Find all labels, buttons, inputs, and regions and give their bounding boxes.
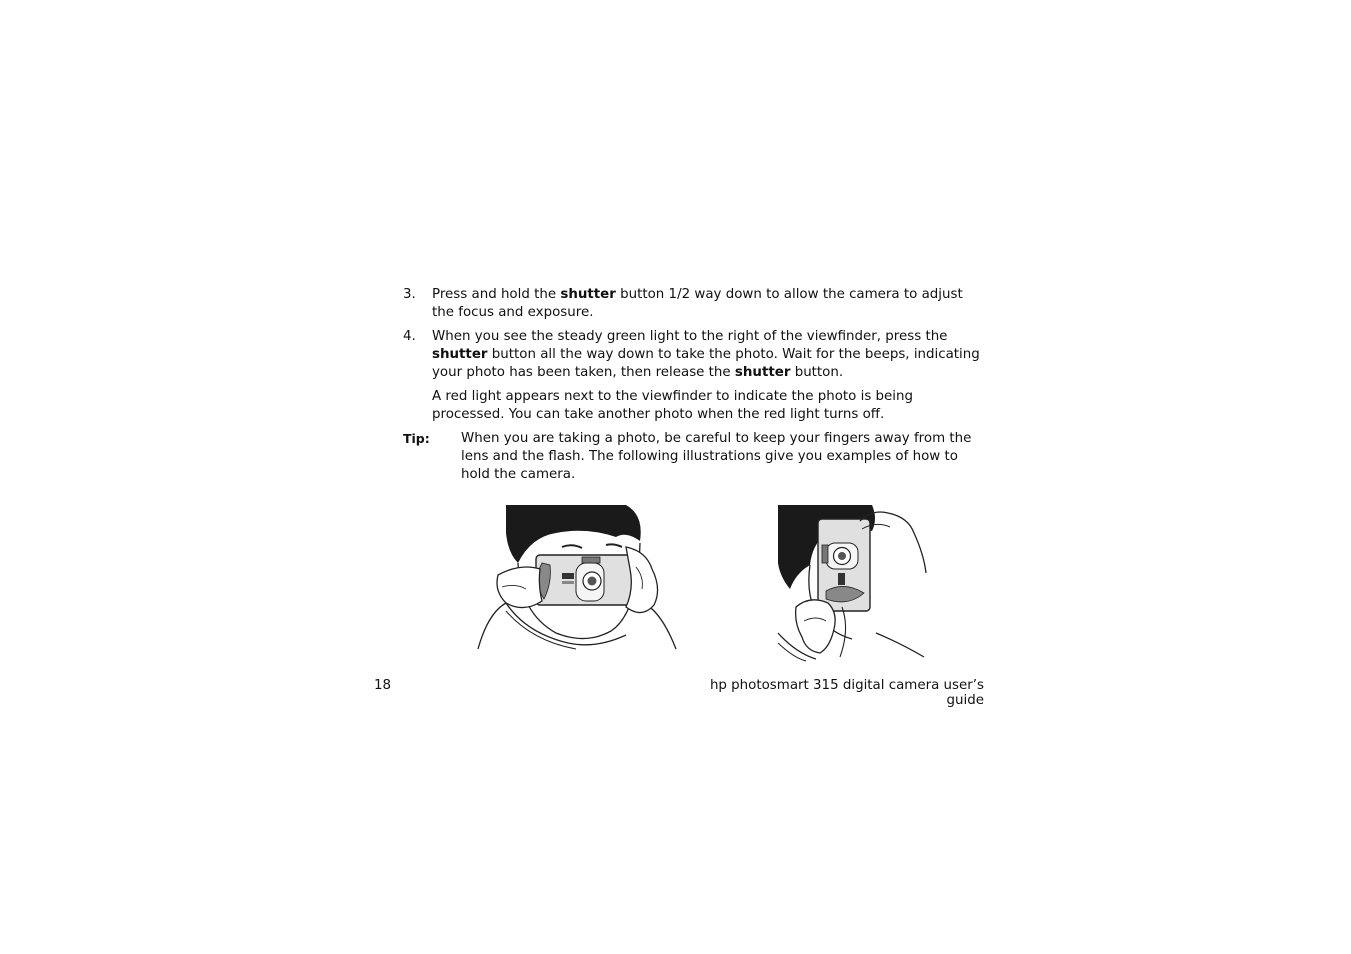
page-number: 18 [374, 678, 392, 693]
step-number: 4. [403, 329, 416, 344]
shutter-term: shutter [560, 287, 616, 302]
tip-label: Tip: [403, 431, 430, 446]
red-light-note: A red light appears next to the viewfinder to indicate the photo is being processed. You can take another photo when the red light turns off. [432, 389, 914, 422]
shutter-term: shutter [734, 365, 791, 380]
step-text: Press and hold the shutter button 1/2 way down to allow the camera to adjust the focus and exposure. [432, 287, 963, 320]
vertical-hold-illustration [776, 503, 928, 663]
tip-text: When you are taking a photo, be careful to keep your fingers away from the lens and the flash. The following illustrations give you examples of how to hold the camera. [461, 431, 972, 482]
shutter-term: shutter [432, 347, 488, 362]
step-text: When you see the steady green light to the right of the viewfinder, press the shutter button all the way down to take the photo. Wait for the beeps, indicating your photo has been taken, then release the shutter button. [432, 329, 980, 380]
step-number: 3. [403, 287, 416, 302]
guide-title: hp photosmart 315 digital camera user’s guide [709, 678, 984, 708]
horizontal-hold-illustration [476, 503, 681, 651]
